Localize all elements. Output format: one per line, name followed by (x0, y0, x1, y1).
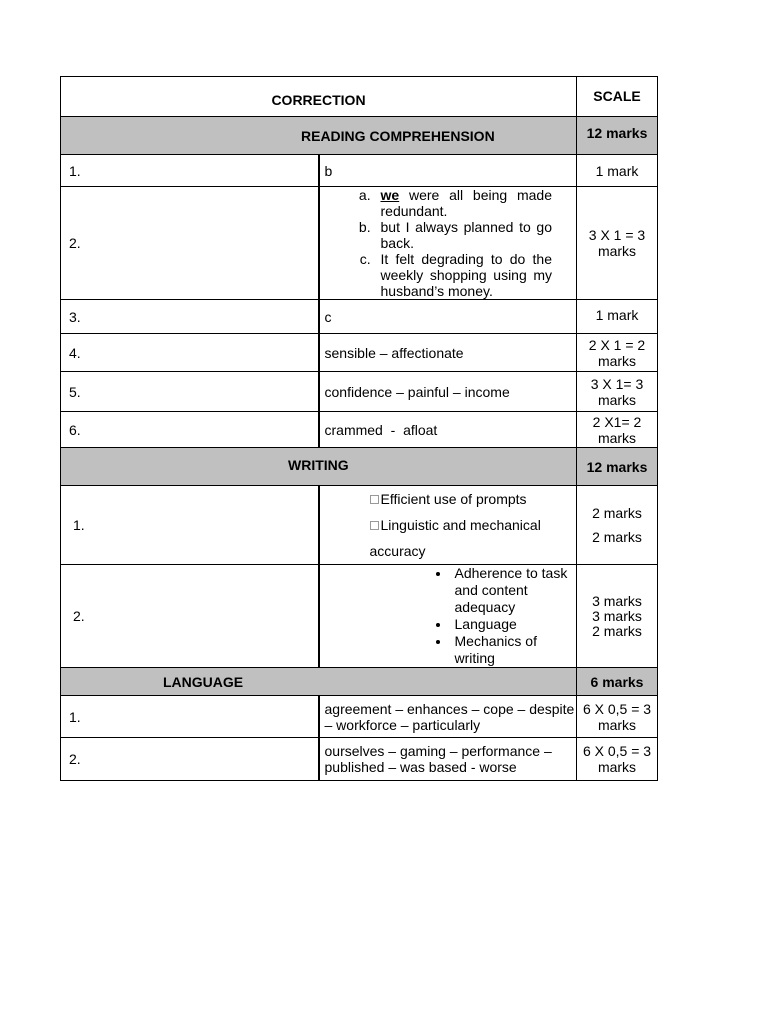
row-number: 6. (61, 412, 319, 448)
mark-line: 6 X 0,5 = 3 (582, 743, 652, 759)
criteria-list (325, 565, 577, 667)
mark-cell (577, 372, 658, 412)
mark-cell (577, 486, 658, 565)
mark-cell (577, 738, 658, 781)
mark-line: 6 X 0,5 = 3 (582, 700, 652, 717)
table-row (61, 696, 658, 738)
row-number: 2. (61, 187, 319, 300)
correction-label: CORRECTION (271, 91, 366, 108)
mark-line: marks (597, 352, 637, 369)
mark-cell (577, 187, 658, 300)
list-item: • Mechanics of writing (451, 633, 577, 667)
answer-cell: sensible – affectionate (319, 334, 577, 372)
answer-list (325, 187, 553, 299)
mark-line: 2 marks (592, 505, 642, 521)
reading-section-row (61, 117, 658, 155)
reading-section-marks (577, 117, 658, 155)
prompt-text: Efficient use of prompts (380, 491, 527, 507)
row-number: 5. (61, 372, 319, 412)
table-row (61, 372, 658, 412)
table-row (61, 486, 658, 565)
row-number: 3. (61, 300, 319, 334)
emphasized-word: we (380, 187, 400, 203)
answer-cell: crammed - afloat (319, 412, 577, 448)
mark-cell: 1 mark (577, 300, 658, 334)
mark-line: 2 marks (592, 622, 642, 639)
answer-cell: b (319, 155, 577, 187)
answer-cell: agreement – enhances – cope – despite – workforce – particularly (319, 696, 577, 738)
table-row (61, 738, 658, 781)
list-item: • Adherence to task and content adequacy (451, 565, 577, 616)
mark-line: marks (597, 759, 637, 775)
answer-cell (319, 565, 577, 668)
row-number: 2. (61, 738, 319, 781)
language-title: LANGUAGE (163, 673, 244, 690)
scale-label: SCALE (593, 88, 641, 104)
row-number: 1. (61, 155, 319, 187)
row-number: 4. (61, 334, 319, 372)
list-item: c. It felt degrading to do the weekly shopping using my husband’s money. (375, 251, 553, 299)
mark-line: 2 marks (592, 529, 642, 545)
mark-cell (577, 565, 658, 668)
mark-line: 3 X 1 = 3 (588, 227, 646, 243)
scale-header (577, 77, 658, 117)
prompt-text: Linguistic and mechanical accuracy (369, 517, 541, 559)
mark-line: 2 X1= 2 (592, 413, 642, 430)
table-row (61, 300, 658, 334)
answer-cell: c (319, 300, 577, 334)
correction-header (61, 77, 577, 117)
table-row (61, 565, 658, 668)
list-item (375, 187, 553, 219)
list-item: • Language (451, 616, 577, 633)
writing-section-row (61, 448, 658, 486)
mark-cell (577, 412, 658, 448)
checkbox-glyph-icon (370, 495, 379, 504)
mark-cell (577, 334, 658, 372)
reading-title: READING COMPREHENSION (301, 127, 495, 144)
table-row (61, 412, 658, 448)
table-row (61, 155, 658, 187)
reading-section-title (61, 117, 577, 155)
row-number: 1. (61, 486, 319, 565)
mark-line: 3 marks (592, 592, 642, 609)
mark-cell (577, 696, 658, 738)
reading-marks: 12 marks (586, 125, 648, 141)
prompt-item (325, 486, 577, 512)
table-row (61, 187, 658, 300)
mark-line: marks (597, 716, 637, 733)
row-number: 1. (61, 696, 319, 738)
language-section-title (61, 668, 577, 696)
table-row (61, 334, 658, 372)
mark-line: marks (597, 391, 637, 408)
answer-cell: ourselves – gaming – performance – published – was based - worse (319, 738, 577, 781)
mark-line: 3 marks (592, 607, 642, 624)
correction-table (60, 76, 658, 781)
answer-cell (319, 486, 577, 565)
writing-title: WRITING (288, 457, 349, 473)
mark-line: marks (597, 243, 637, 259)
writing-marks: 12 marks (586, 458, 648, 475)
prompt-item (325, 512, 577, 564)
list-item-text: were all being made redundant. (380, 187, 552, 219)
checkbox-glyph-icon (370, 521, 379, 530)
list-item: b. but I always planned to go back. (375, 219, 553, 251)
mark-line: marks (597, 429, 637, 446)
header-row (61, 77, 658, 117)
language-section-row (61, 668, 658, 696)
row-number: 2. (61, 565, 319, 668)
writing-section-title (61, 448, 577, 486)
mark-line: 3 X 1= 3 (590, 375, 644, 392)
writing-section-marks (577, 448, 658, 486)
language-section-marks (577, 668, 658, 696)
answer-cell: confidence – painful – income (319, 372, 577, 412)
mark-cell: 1 mark (577, 155, 658, 187)
language-marks: 6 marks (590, 673, 644, 690)
mark-line: 2 X 1 = 2 (588, 336, 646, 353)
answer-cell (319, 187, 577, 300)
